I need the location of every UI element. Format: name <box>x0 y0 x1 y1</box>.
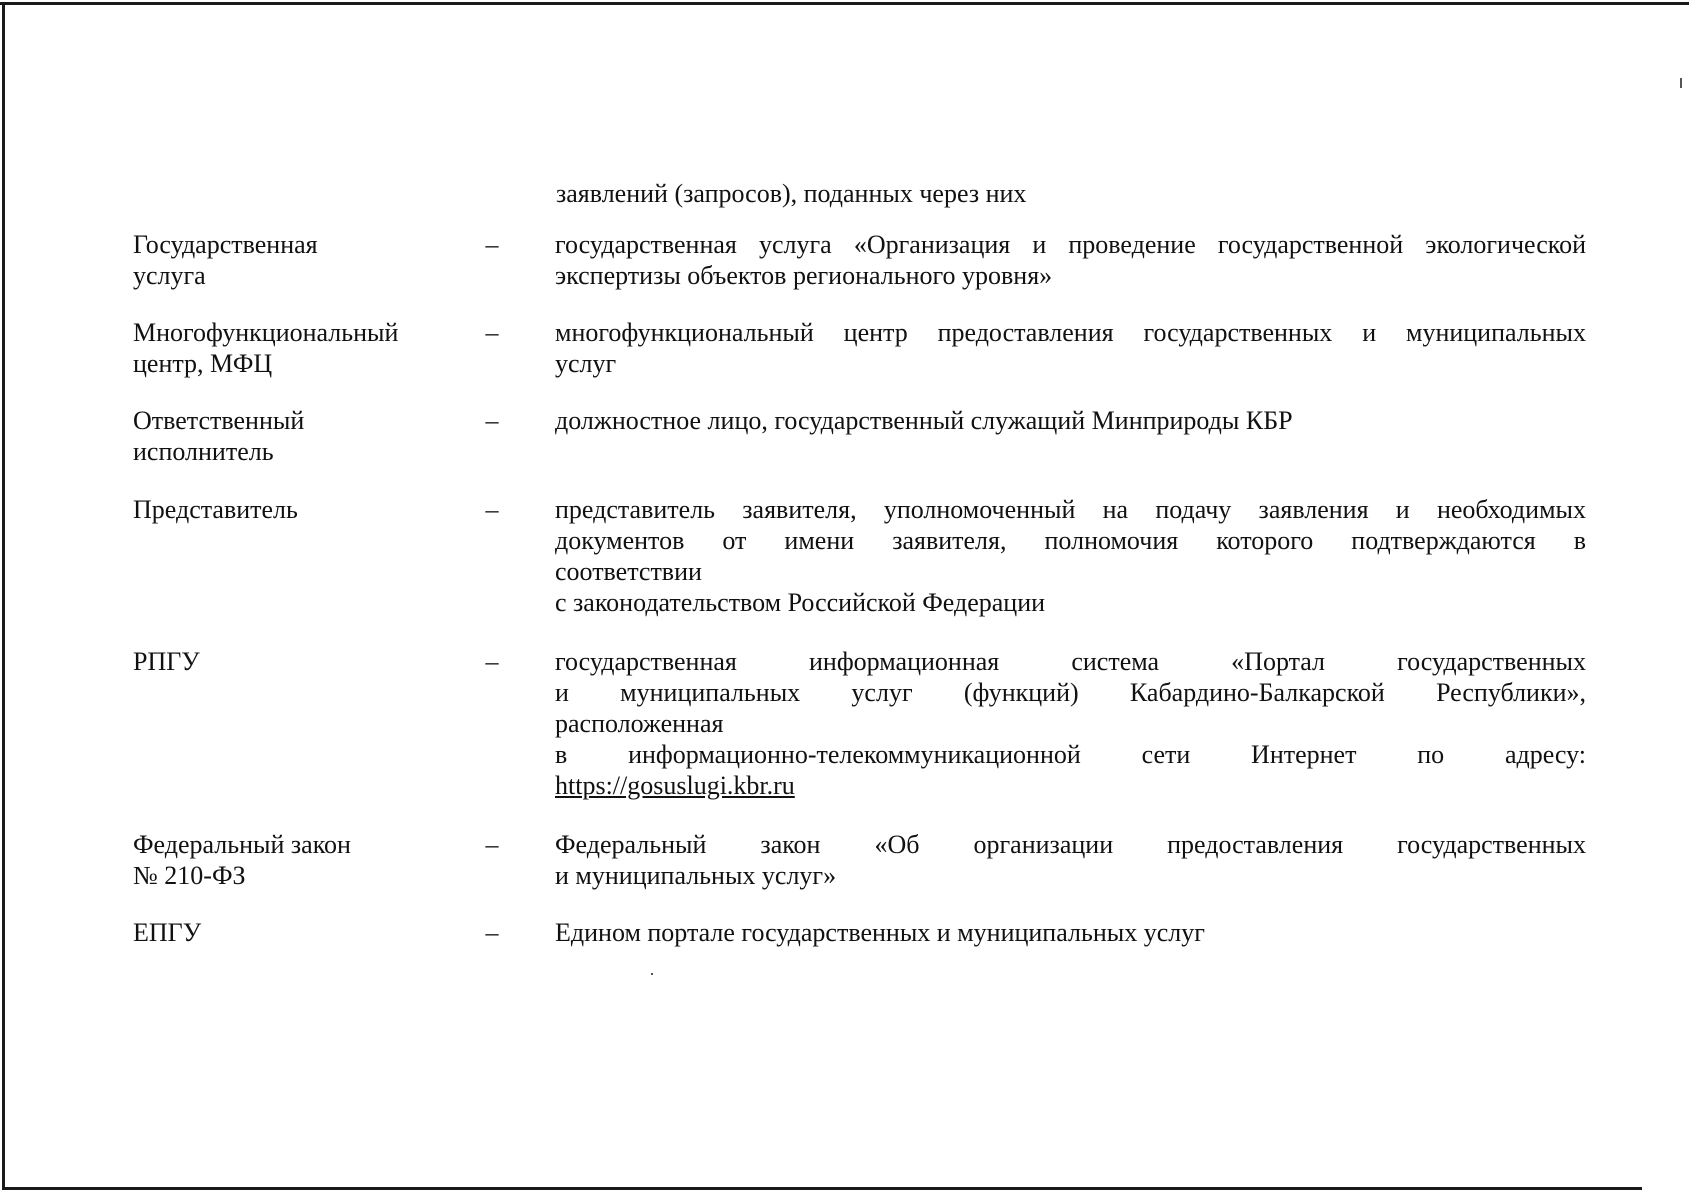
definition-epgu: Едином портале государственных и муниципальных услуг <box>555 918 1205 947</box>
term-responsible-executor: Ответственный исполнитель <box>133 406 305 466</box>
dash: – <box>485 230 499 259</box>
dash: – <box>485 918 499 947</box>
definition-federal-law: Федеральный закон «Об организации предоставления государственных и муниципальных услуг» <box>555 830 1586 890</box>
dash: – <box>485 406 499 435</box>
definition-representative: представитель заявителя, уполномоченный на подачу заявления и необходимых документов от имени заявителя, полномочия которого подтверждаются в соответствии с законодательством Российской Федерации <box>555 495 1586 617</box>
term-representative: Представитель <box>133 495 298 524</box>
term-federal-law: Федеральный закон № 210-ФЗ <box>133 830 351 890</box>
term-rpgu: РПГУ <box>133 647 200 676</box>
definition-state-service: государственная услуга «Организация и проведение государственной экологической экспертизы объектов регионального уровня» <box>555 230 1586 290</box>
definition-responsible-executor: должностное лицо, государственный служащий Минприроды КБР <box>555 406 1293 435</box>
definition-mfc: многофункциональный центр предоставления государственных и муниципальных услуг <box>555 318 1586 378</box>
term-state-service: Государственная услуга <box>133 230 318 290</box>
definition-rpgu: государственная информационная система «Портал государственных и муниципальных услуг (функций) Кабардино-Балкарской Республики», расположенная в информационно-телекоммуникационной сети Интернет по адресу: https://gosuslugi.kbr.ru <box>555 647 1586 800</box>
term-mfc: Многофункциональный центр, МФЦ <box>133 318 399 378</box>
dash: – <box>485 318 499 347</box>
dash: – <box>485 495 499 524</box>
rpgu-link[interactable]: https://gosuslugi.kbr.ru <box>555 771 795 800</box>
dash: – <box>485 647 499 676</box>
term-epgu: ЕПГУ <box>133 918 202 947</box>
dash: – <box>485 830 499 859</box>
continuation-text: заявлений (запросов), поданных через них <box>556 179 1027 208</box>
